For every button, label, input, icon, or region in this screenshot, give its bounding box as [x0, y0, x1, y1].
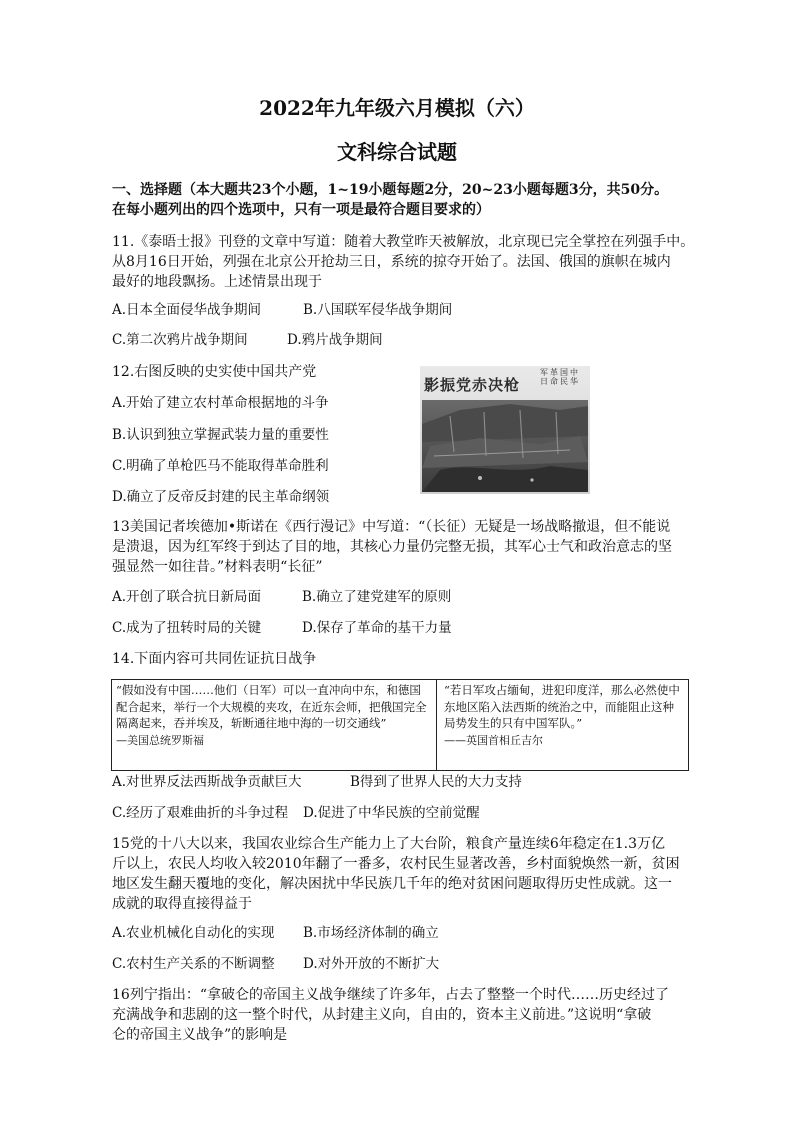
q15-stem-line-3: 地区发生翻天覆地的变化，解决困扰中华民族几千年的绝对贫困问题取得历史性成就。这一 [112, 876, 672, 892]
quote-churchill-source: ——英国首相丘吉尔 [444, 733, 543, 747]
q12-option-a: A.开始了建立农村革命根据地的斗争 [112, 395, 329, 411]
quotation-divider [436, 680, 437, 770]
q11-option-b: B.八国联军侵华战争期间 [303, 302, 453, 318]
q11-stem-line-2: 从8月16日开始，列强在北京公开抢劫三日，系统的掠夺开始了。法国、俄国的旗帜在城内 [112, 254, 671, 270]
q15-option-c: C.农村生产关系的不断调整 [112, 956, 275, 972]
q13-option-a: A.开创了联合抗日新局面 [112, 589, 262, 605]
q12-option-b: B.认识到独立掌握武装力量的重要性 [112, 427, 329, 443]
quote-roosevelt-source: —美国总统罗斯福 [116, 733, 204, 747]
photo-caption-side-4: 军日 [540, 368, 548, 386]
q14-stem: 14.下面内容可共同佐证抗日战争 [112, 651, 317, 667]
historical-photo [420, 366, 590, 494]
q11-option-c: C.第二次鸦片战争期间 [112, 332, 248, 348]
exam-subtitle: 文科综合试题 [337, 140, 457, 164]
q15-stem-line-2: 斤以上，农民人均收入较2010年翻了一番多，农村民生显著改善，乡村面貌焕然一新，贫困 [112, 856, 680, 872]
q13-stem-line-1: 13美国记者埃德加•斯诺在《西行漫记》中写道：“（长征）无疑是一场战略撤退，但不能说 [112, 519, 671, 535]
photo-caption-side-1: 中华 [570, 368, 578, 386]
quote-roosevelt-text: “假如没有中国……他们（日军）可以一直冲向中东，和德国配合起来，举行一个大规模的夹攻，在近东会师，把俄国完全隔离起来，吞并埃及，斩断通往地中海的一切交通线” [116, 683, 427, 730]
q16-stem-line-1: 16列宁指出：“拿破仑的帝国主义战争继续了许多年，占去了整整一个时代……历史经过了 [112, 987, 669, 1003]
q13-option-d: D.保存了革命的基干力量 [302, 620, 452, 636]
q13-option-c: C.成为了扭转时局的关键 [112, 620, 262, 636]
q12-stem: 12.右图反映的史实使中国共产党 [112, 364, 317, 380]
exam-title: 2022年九年级六月模拟（六） [259, 96, 535, 120]
q14-option-d: D.促进了中华民族的空前觉醒 [303, 805, 480, 821]
q12-option-c: C.明确了单枪匹马不能取得革命胜利 [112, 458, 329, 474]
section-heading-line-2: 在每小题列出的四个选项中，只有一项是最符合题目要求的） [112, 202, 490, 218]
q15-stem-line-1: 15党的十八大以来，我国农业综合生产能力上了大台阶，粮食产量连续6年稳定在1.3万亿 [112, 836, 665, 852]
photo-caption-side-2: 国民 [560, 368, 568, 386]
q11-stem-line-1: 11.《泰晤士报》刊登的文章中写道：随着大教堂昨天被解放，北京现已完全掌控在列强手中。 [112, 234, 695, 250]
q14-option-a: A.对世界反法西斯战争贡献巨大 [112, 774, 302, 790]
q11-option-d: D.鸦片战争期间 [287, 332, 383, 348]
q16-stem-line-3: 仑的帝国主义战争”的影响是 [112, 1027, 288, 1043]
q13-option-b: B.确立了建党建军的原则 [302, 589, 452, 605]
quotation-table [111, 679, 689, 771]
q13-stem-line-3: 强显然一如往昔。”材料表明“长征” [112, 559, 323, 575]
q12-option-d: D.确立了反帝反封建的民主革命纲领 [112, 489, 330, 505]
quote-roosevelt [116, 682, 432, 749]
q14-option-c: C.经历了艰难曲折的斗争过程 [112, 805, 289, 821]
quote-churchill [444, 682, 684, 749]
q15-option-d: D.对外开放的不断扩大 [303, 956, 440, 972]
q11-stem-line-3: 最好的地段飘扬。上述情景出现于 [112, 274, 322, 290]
section-heading-line-1: 一、选择题（本大题共23个小题，1~19小题每题2分，20~23小题每题3分，共50分。 [112, 182, 669, 198]
q15-option-b: B.市场经济体制的确立 [303, 925, 439, 941]
q13-stem-line-2: 是溃退，因为红军终于到达了目的地，其核心力量仍完整无损，其军心士气和政治意志的坚 [112, 539, 672, 555]
q14-option-b: B得到了世界人民的大力支持 [350, 774, 522, 790]
q11-option-a: A.日本全面侵华战争期间 [112, 302, 262, 318]
photo-caption-side-3: 革命 [550, 368, 558, 386]
quote-churchill-text: “若日军攻占缅甸，进犯印度洋，那么必然使中东地区陷入法西斯的统治之中，而能阻止这种局势发生的只有中国军队。” [444, 683, 680, 730]
q15-option-a: A.农业机械化自动化的实现 [112, 925, 275, 941]
q15-stem-line-4: 成就的取得直接得益于 [112, 896, 252, 912]
photo-caption-main: 影振党赤决枪 [424, 376, 521, 394]
q16-stem-line-2: 充满战争和悲剧的这一整个时代，从封建主义向，自由的，资本主义前进。”这说明“拿破 [112, 1007, 652, 1023]
